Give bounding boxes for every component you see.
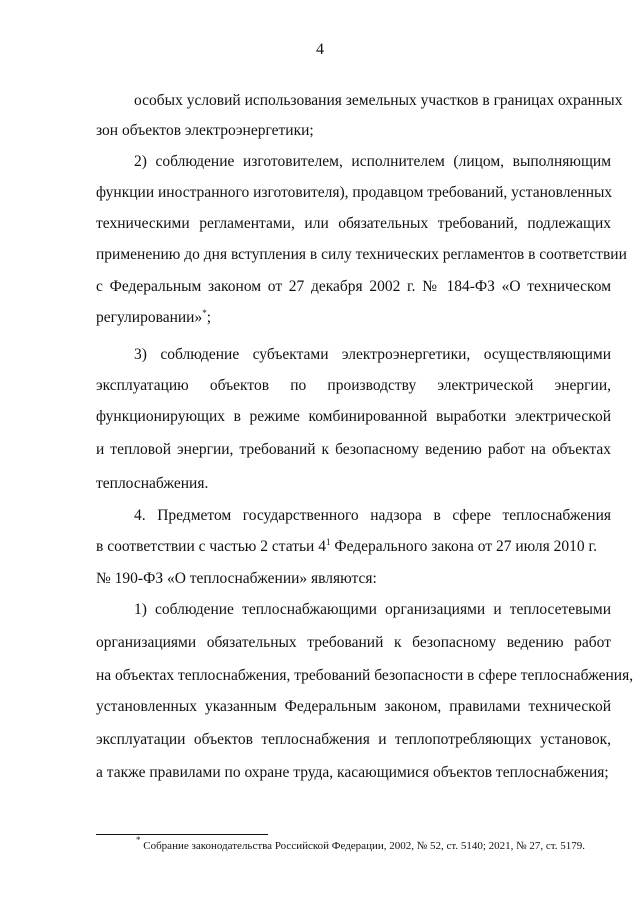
text-line: 1) соблюдение теплоснабжающими организациями и теплосетевыми: [134, 601, 611, 618]
text-fragment: Федерального закона от 27 июля 2010 г.: [330, 538, 597, 555]
footnote-separator: [96, 834, 268, 835]
text-line: 4. Предметом государственного надзора в сфере теплоснабжения: [134, 507, 611, 524]
footnote-marker: *: [136, 835, 141, 845]
text-line: техническими регламентами, или обязательных требований, подлежащих: [96, 215, 611, 232]
article-superscript: 1: [325, 537, 331, 547]
text-line: с Федеральным законом от 27 декабря 2002 г. № 184-ФЗ «О техническом: [96, 278, 611, 295]
text-fragment: ;: [206, 309, 212, 326]
text-line: установленных указанным Федеральным законом, правилами технической: [96, 698, 611, 715]
footnote-reference: *: [202, 308, 207, 318]
text-line: особых условий использования земельных участков в границах охранных: [134, 92, 623, 109]
text-line: [96, 537, 597, 557]
text-line: 2) соблюдение изготовителем, исполнителем (лицом, выполняющим: [134, 153, 611, 170]
text-line: организациями обязательных требований к безопасному ведению работ: [96, 634, 611, 651]
text-line: применению до дня вступления в силу технических регламентов в соответствии: [96, 246, 627, 263]
text-line: [96, 308, 211, 328]
text-line: на объектах теплоснабжения, требований безопасности в сфере теплоснабжения,: [96, 667, 634, 684]
text-line: функции иностранного изготовителя), продавцом требований, установленных: [96, 184, 613, 201]
text-line: теплоснабжения.: [96, 475, 209, 492]
text-line: и тепловой энергии, требований к безопасному ведению работ на объектах: [96, 441, 611, 458]
footnote: [136, 835, 585, 854]
text-line: зон объектов электроэнергетики;: [96, 122, 314, 139]
text-fragment: регулировании»: [96, 309, 203, 326]
text-line: функционирующих в режиме комбинированной выработки электрической: [96, 408, 611, 425]
text-line: эксплуатацию объектов по производству электрической энергии,: [96, 377, 611, 394]
text-fragment: в соответствии с частью 2 статьи 4: [96, 538, 326, 555]
text-line: 3) соблюдение субъектами электроэнергетики, осуществляющими: [134, 346, 611, 363]
footnote-text: Собрание законодательства Российской Федерации, 2002, № 52, ст. 5140; 2021, № 27, ст. 5179.: [140, 840, 585, 852]
page-number: 4: [316, 41, 324, 58]
text-line: а также правилами по охране труда, касающимися объектов теплоснабжения;: [96, 764, 609, 781]
text-line: эксплуатации объектов теплоснабжения и теплопотребляющих установок,: [96, 731, 611, 748]
text-line: № 190-ФЗ «О теплоснабжении» являются:: [96, 570, 377, 587]
